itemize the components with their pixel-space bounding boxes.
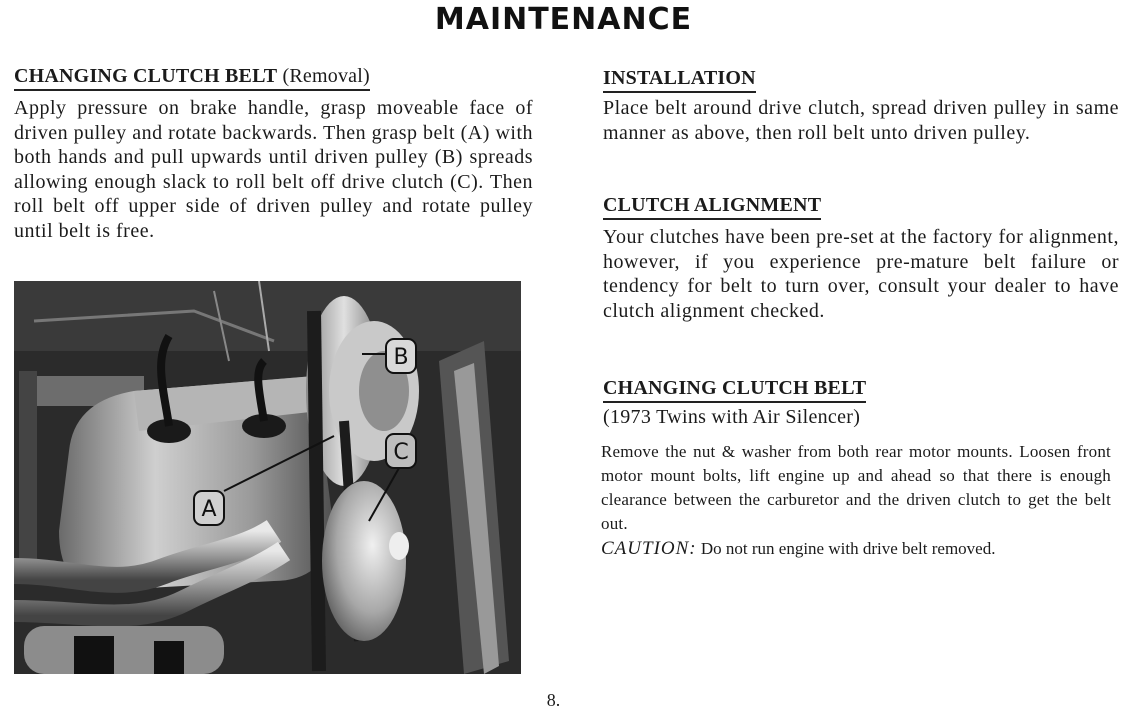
removal-instructions: Apply pressure on brake handle, grasp moveable face of driven pulley and rotate backwards. Then grasp belt (A) with both hands and pull upwards until driven pulley (B) spreads allowing enough slack to roll belt off drive clutch (C). Then roll belt off upper side of driven pulley and rotate pulley until belt is free. [14, 97, 533, 242]
changing-belt-1973-subheading: (1973 Twins with Air Silencer) [603, 406, 861, 428]
engine-clutch-illustration [14, 281, 521, 674]
clutch-alignment-text: Your clutches have been pre-set at the factory for alignment, however, if you experience pre-mature belt failure or tendency for belt to turn over, consult your dealer to have clutch alignment checked. [603, 226, 1119, 322]
page-number: 8. [546, 690, 561, 710]
caution-label: CAUTION: [601, 538, 697, 559]
engine-clutch-photo [14, 281, 521, 674]
changing-belt-1973-text: Remove the nut & washer from both rear motor mounts. Loosen front motor mount bolts, lift engine up and ahead so that there is enough clearance between the carburetor and the driven clutch to get the belt out. [601, 442, 1111, 533]
changing-belt-1973-heading: CHANGING CLUTCH BELT [603, 376, 866, 403]
installation-text: Place belt around drive clutch, spread driven pulley in same manner as above, then roll belt unto driven pulley. [603, 97, 1119, 144]
clutch-alignment-heading: CLUTCH ALIGNMENT [603, 193, 821, 220]
removal-heading-suffix: (Removal) [277, 65, 370, 87]
caution-text: Do not run engine with drive belt removed. [700, 539, 996, 558]
callout-b: B [393, 345, 409, 370]
caution-note [601, 537, 995, 561]
installation-heading: INSTALLATION [603, 66, 756, 93]
page-title: MAINTENANCE [434, 2, 693, 37]
removal-heading [14, 64, 370, 91]
callout-c: C [393, 440, 409, 465]
removal-heading-main: CHANGING CLUTCH BELT [14, 65, 278, 87]
callout-a: A [201, 497, 217, 522]
